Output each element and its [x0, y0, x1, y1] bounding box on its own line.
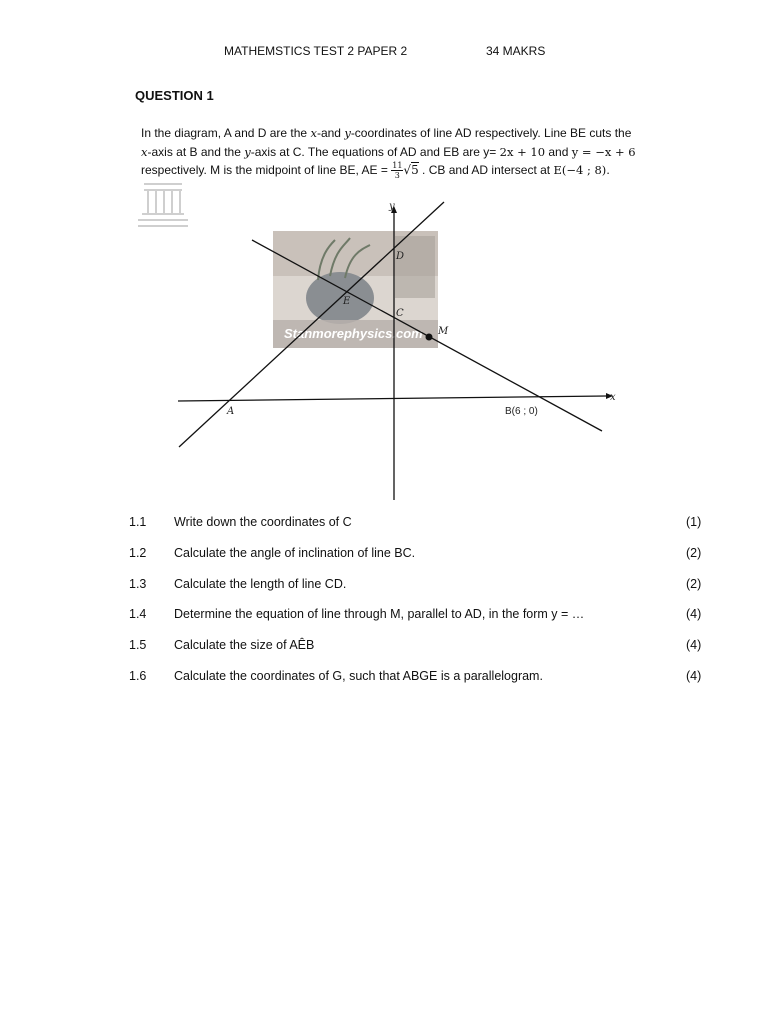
y-axis-label: y	[389, 201, 395, 212]
intro-line-3: respectively. M is the midpoint of line BE, AE = $\frac{11}{3}√5$ . CB and AD intersect at E(−4 ; 8).	[141, 161, 610, 181]
subquestion-1-4: 1.4 Determine the equation of line through M, parallel to AD, in the form y = … (4)	[129, 607, 702, 621]
fraction: $\frac{11}{3}$	[392, 161, 403, 181]
label-a: A	[227, 406, 235, 417]
label-c: C	[396, 308, 404, 319]
point-m	[426, 334, 433, 341]
watermark-photo	[273, 231, 438, 348]
paper-marks: 34 MAKRS	[486, 44, 546, 58]
square-root: √5	[403, 163, 419, 177]
subquestion-1-6: 1.6 Calculate the coordinates of G, such that ABGE is a parallelogram. (4)	[129, 669, 702, 683]
question-title: QUESTION 1	[135, 88, 214, 103]
intro-line-2: x-axis at B and the y-axis at C. The equations of AD and EB are y= 2x + 10 and y = −x + 6	[141, 144, 636, 159]
subquestion-1-3: 1.3 Calculate the length of line CD. (2)	[129, 577, 702, 591]
label-d: D	[396, 251, 405, 262]
label-e: E	[343, 296, 351, 307]
subquestion-1-5: 1.5 Calculate the size of AÊB (4)	[129, 638, 702, 652]
paper-title: MATHEMSTICS TEST 2 PAPER 2	[224, 44, 408, 58]
subquestion-1-1: 1.1 Write down the coordinates of C (1)	[129, 515, 702, 529]
intro-line-1: In the diagram, A and D are the x-and y-coordinates of line AD respectively. Line BE cuts the	[141, 126, 632, 140]
label-b: B(6 ; 0)	[505, 406, 538, 417]
watermark-text: Stanmorephysics.com	[284, 326, 423, 341]
subquestion-1-2: 1.2 Calculate the angle of inclination of line BC. (2)	[129, 546, 702, 560]
x-axis-label: x	[610, 392, 616, 403]
label-m: M	[438, 326, 449, 337]
